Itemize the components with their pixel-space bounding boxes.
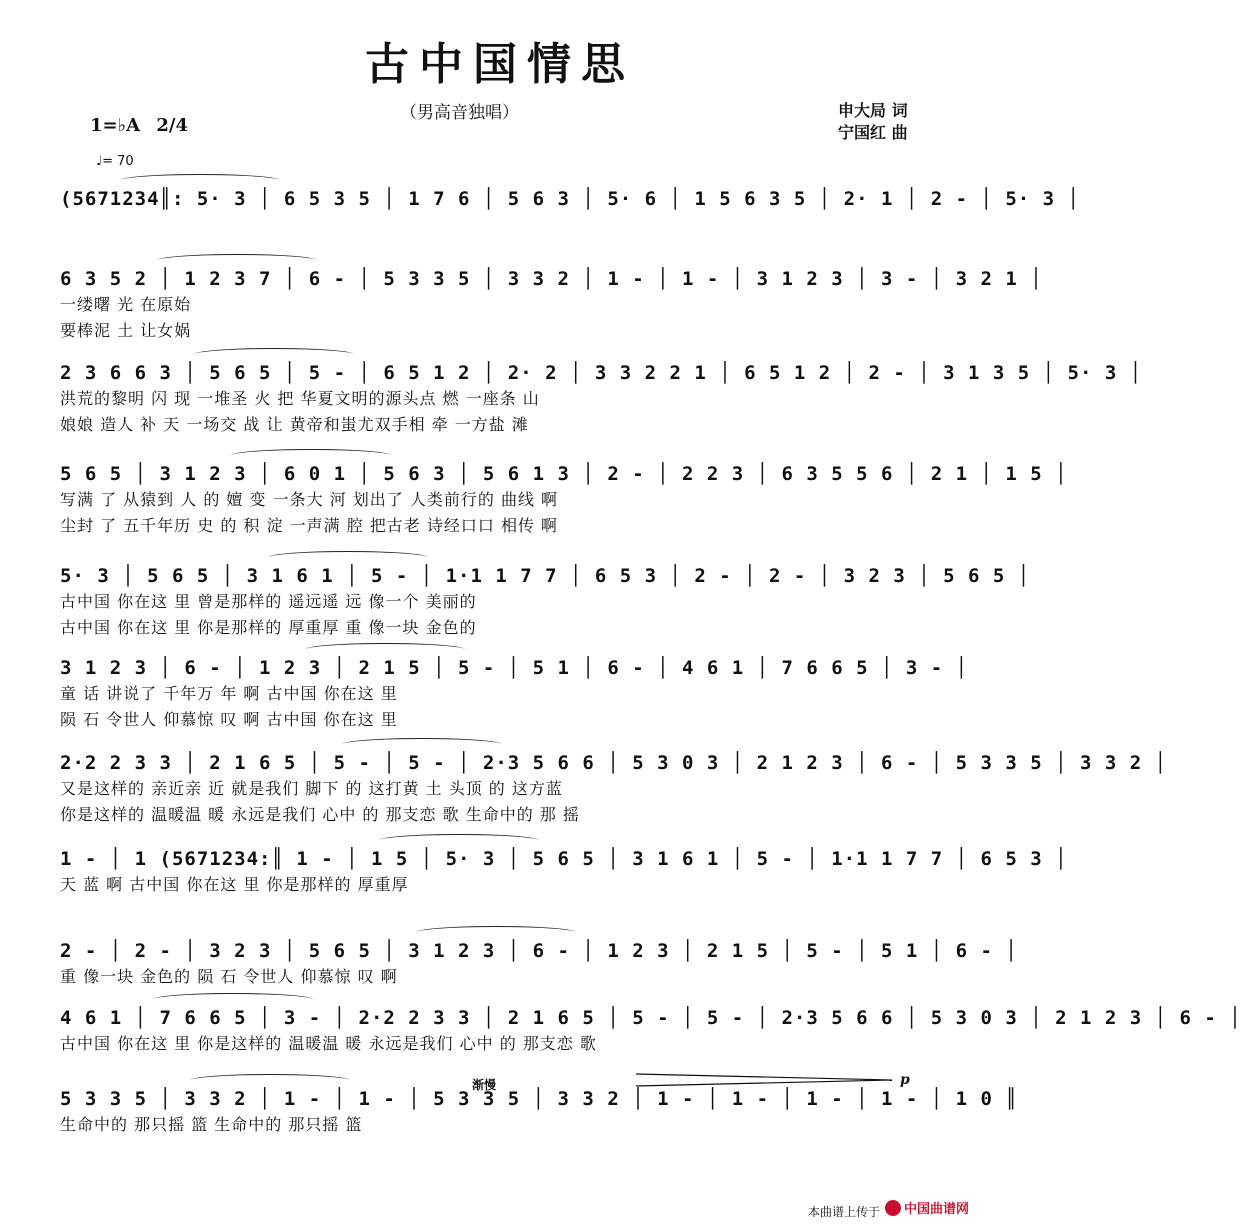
lyric-verse-2: 陨 石 令世人 仰慕惊 叹 啊 古中国 你在这 里 xyxy=(60,710,398,729)
slur-mark xyxy=(157,254,317,267)
slur-mark xyxy=(190,1074,350,1087)
score-row xyxy=(60,449,1068,489)
score-row xyxy=(60,834,1068,874)
lyric-verse-1: 天 蓝 啊 古中国 你在这 里 你是那样的 厚重厚 xyxy=(60,875,409,894)
notation-line: 4 6 1 │ 7 6 6 5 │ 3 - │ 2·2 2 3 3 │ 2 1 6 5 │ 5 - │ 5 - │ 2·3 5 6 6 │ 5 3 0 3 │ 2 1 2 3 │ 6 - │ xyxy=(60,1007,1242,1029)
key-signature xyxy=(90,115,188,136)
lyric-verse-1: 童 话 讲说了 千年万 年 啊 古中国 你在这 里 xyxy=(60,684,398,703)
notation-line: 5· 3 │ 5 6 5 │ 3 1 6 1 │ 5 - │ 1·1 1 7 7 │ 6 5 3 │ 2 - │ 2 - │ 3 2 3 │ 5 6 5 │ xyxy=(60,565,1031,587)
slur-mark xyxy=(153,993,313,1006)
slur-mark xyxy=(268,551,428,564)
key-label: 1=♭A xyxy=(90,115,141,136)
lyricist-credit: 申大局 词 xyxy=(838,101,908,120)
notation-line: 5 6 5 │ 3 1 2 3 │ 6 0 1 │ 5 6 3 │ 5 6 1 3 │ 2 - │ 2 2 3 │ 6 3 5 5 6 │ 2 1 │ 1 5 │ xyxy=(60,463,1068,485)
lyric-verse-2: 娘娘 造人 补 天 一场交 战 让 黄帝和蚩尤双手相 牵 一方盐 滩 xyxy=(60,415,529,434)
slur-mark xyxy=(231,449,391,462)
ritardando-mark: 渐慢 xyxy=(472,1078,497,1092)
lyric-verse-1: 古中国 你在这 里 你是这样的 温暖温 暖 永远是我们 心中 的 那支恋 歌 xyxy=(60,1034,597,1053)
notation-line: 2 3 6 6 3 │ 5 6 5 │ 5 - │ 6 5 1 2 │ 2· 2 │ 3 3 2 2 1 │ 6 5 1 2 │ 2 - │ 3 1 3 5 │ 5· 3 │ xyxy=(60,362,1143,384)
notation-line: 5 3 3 5 │ 3 3 2 │ 1 - │ 1 - │ 5 3 3 5 │ 3 3 2 │ 1 - │ 1 - │ 1 - │ 1 - │ 1 0 ║ xyxy=(60,1088,1018,1110)
lyric-verse-1: 古中国 你在这 里 曾是那样的 遥远遥 远 像一个 美丽的 xyxy=(60,592,477,611)
composer-credit: 宁国红 曲 xyxy=(838,123,908,142)
tempo-marking: ♩= 70 xyxy=(96,154,134,169)
score-row xyxy=(60,174,1080,214)
slur-mark xyxy=(379,834,539,847)
lyric-verse-1: 又是这样的 亲近亲 近 就是我们 脚下 的 这打黄 土 头顶 的 这方蓝 xyxy=(60,779,563,798)
lyric-verse-2: 尘封 了 五千年历 史 的 积 淀 一声满 腔 把古老 诗经口口 相传 啊 xyxy=(60,516,559,535)
slur-mark xyxy=(416,926,576,939)
notation-line: 2 - │ 2 - │ 3 2 3 │ 5 6 5 │ 3 1 2 3 │ 6 - │ 1 2 3 │ 2 1 5 │ 5 - │ 5 1 │ 6 - │ xyxy=(60,940,1018,962)
lyric-verse-1: 重 像一块 金色的 陨 石 令世人 仰慕惊 叹 啊 xyxy=(60,967,398,986)
svg-text:中国曲谱网: 中国曲谱网 xyxy=(904,1202,970,1217)
notation-line: 3 1 2 3 │ 6 - │ 1 2 3 │ 2 1 5 │ 5 - │ 5 1 │ 6 - │ 4 6 1 │ 7 6 6 5 │ 3 - │ xyxy=(60,657,969,679)
score-row xyxy=(60,551,1031,591)
footer-text: 本曲谱上传于 xyxy=(808,1205,881,1219)
meter-label: 2/4 xyxy=(156,115,188,136)
lyric-verse-2: 你是这样的 温暖温 暖 永远是我们 心中 的 那支恋 歌 生命中的 那 摇 xyxy=(60,805,580,824)
score-row xyxy=(60,926,1018,966)
score-row xyxy=(60,993,1242,1033)
score-row xyxy=(60,348,1143,388)
slur-mark xyxy=(305,643,465,656)
slur-mark xyxy=(342,738,502,751)
dynamic-mark: p xyxy=(900,1072,910,1088)
score-row xyxy=(60,643,969,683)
notation-line: 1 - │ 1 (5671234:║ 1 - │ 1 5 │ 5· 3 │ 5 6 5 │ 3 1 6 1 │ 5 - │ 1·1 1 7 7 │ 6 5 3 │ xyxy=(60,848,1068,870)
slur-mark xyxy=(120,174,280,187)
decrescendo-hairpin xyxy=(636,1072,896,1088)
slur-mark xyxy=(194,348,354,361)
lyric-verse-2: 要棒泥 土 让女娲 xyxy=(60,321,192,340)
site-logo-icon xyxy=(884,1198,984,1218)
score-row xyxy=(60,738,1168,778)
lyric-verse-1: 写满 了 从猿到 人 的 嬗 变 一条大 河 划出了 人类前行的 曲线 啊 xyxy=(60,490,559,509)
score-subtitle: （男高音独唱） xyxy=(400,103,519,123)
score-row xyxy=(60,254,1043,294)
notation-line: (5671234║: 5· 3 │ 6 5 3 5 │ 1 7 6 │ 5 6 3 │ 5· 6 │ 1 5 6 3 5 │ 2· 1 │ 2 - │ 5· 3 │ xyxy=(60,188,1080,210)
lyric-verse-1: 生命中的 那只摇 篮 生命中的 那只摇 篮 xyxy=(60,1115,363,1134)
lyric-verse-1: 一缕曙 光 在原始 xyxy=(60,295,192,314)
notation-line: 6 3 5 2 │ 1 2 3 7 │ 6 - │ 5 3 3 5 │ 3 3 2 │ 1 - │ 1 - │ 3 1 2 3 │ 3 - │ 3 2 1 │ xyxy=(60,268,1043,290)
notation-line: 2·2 2 3 3 │ 2 1 6 5 │ 5 - │ 5 - │ 2·3 5 6 6 │ 5 3 0 3 │ 2 1 2 3 │ 6 - │ 5 3 3 5 │ 3 3 2 │ xyxy=(60,752,1168,774)
lyric-verse-2: 古中国 你在这 里 你是那样的 厚重厚 重 像一块 金色的 xyxy=(60,618,477,637)
score-title: 古中国情思 xyxy=(365,39,635,90)
lyric-verse-1: 洪荒的黎明 闪 现 一堆圣 火 把 华夏文明的源头点 燃 一座条 山 xyxy=(60,389,540,408)
